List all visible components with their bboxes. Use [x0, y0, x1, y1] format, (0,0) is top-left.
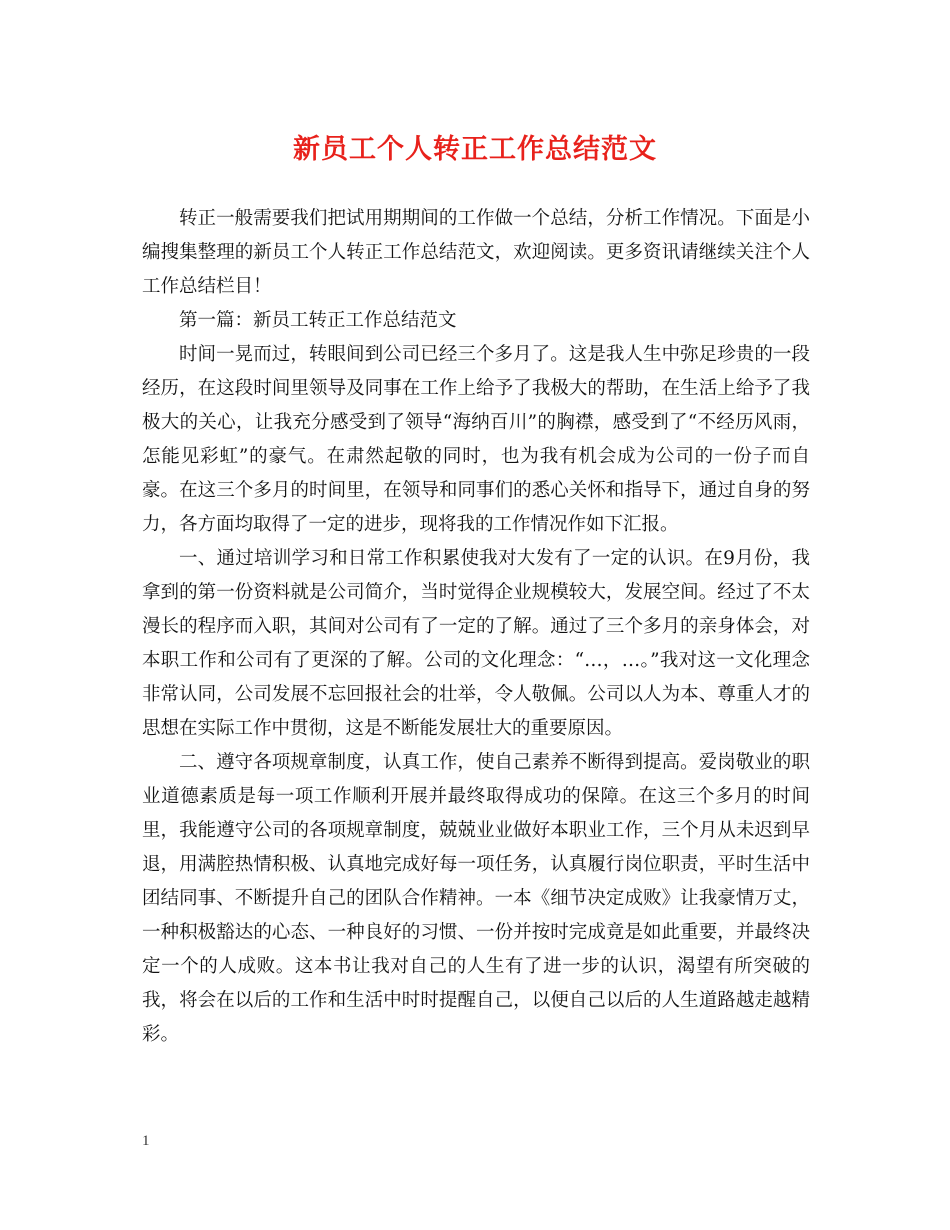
paragraph-section-heading: 第一篇：新员工转正工作总结范文: [179, 310, 457, 331]
document-title: 新员工个人转正工作总结范文: [293, 134, 657, 165]
page-number: 1: [142, 1133, 150, 1149]
paragraph-intro: 转正一般需要我们把试用期期间的工作做一个总结，分析工作情况。下面是小编搜集整理的新员工个人转正工作总结范文，欢迎阅读。更多资讯请继续关注个人工作总结栏目！: [142, 208, 810, 297]
paragraph-point-one: 一、通过培训学习和日常工作积累使我对大发有了一定的认识。在9月份，我拿到的第一份资料就是公司简介，当时觉得企业规模较大，发展空间。经过了不太漫长的程序而入职，其间对公司有了一定的了解。通过了三个多月的亲身体会，对本职工作和公司有了更深的了解。公司的文化理念：“…，…。”我对这一文化理念非常认同，公司发展不忘回报社会的壮举，令人敬佩。公司以人为本、尊重人才的思想在实际工作中贯彻，这是不断能发展壮大的重要原因。: [142, 548, 810, 739]
paragraph-point-two: 二、遵守各项规章制度，认真工作，使自己素养不断得到提高。爱岗敬业的职业道德素质是每一项工作顺利开展并最终取得成功的保障。在这三个多月的时间里，我能遵守公司的各项规章制度，兢兢业业做好本职业工作，三个月从未迟到早退，用满腔热情积极、认真地完成好每一项任务，认真履行岗位职责，平时生活中团结同事、不断提升自己的团队合作精神。一本《细节决定成败》让我豪情万丈，一种积极豁达的心态、一种良好的习惯、一份并按时完成竟是如此重要，并最终决定一个的人成败。这本书让我对自己的人生有了进一步的认识，渴望有所突破的我，将会在以后的工作和生活中时时提醒自己，以便自己以后的人生道路越走越精彩。: [142, 752, 810, 1045]
paragraph-opening: 时间一晃而过，转眼间到公司已经三个多月了。这是我人生中弥足珍贵的一段经历，在这段时间里领导及同事在工作上给予了我极大的帮助，在生活上给予了我极大的关心，让我充分感受到了领导“海纳百川”的胸襟，感受到了“不经历风雨，怎能见彩虹”的豪气。在肃然起敬的同时，也为我有机会成为公司的一份子而自豪。在这三个多月的时间里，在领导和同事们的悉心关怀和指导下，通过自身的努力，各方面均取得了一定的进步，现将我的工作情况作如下汇报。: [142, 344, 810, 535]
document-body: [142, 202, 810, 1052]
